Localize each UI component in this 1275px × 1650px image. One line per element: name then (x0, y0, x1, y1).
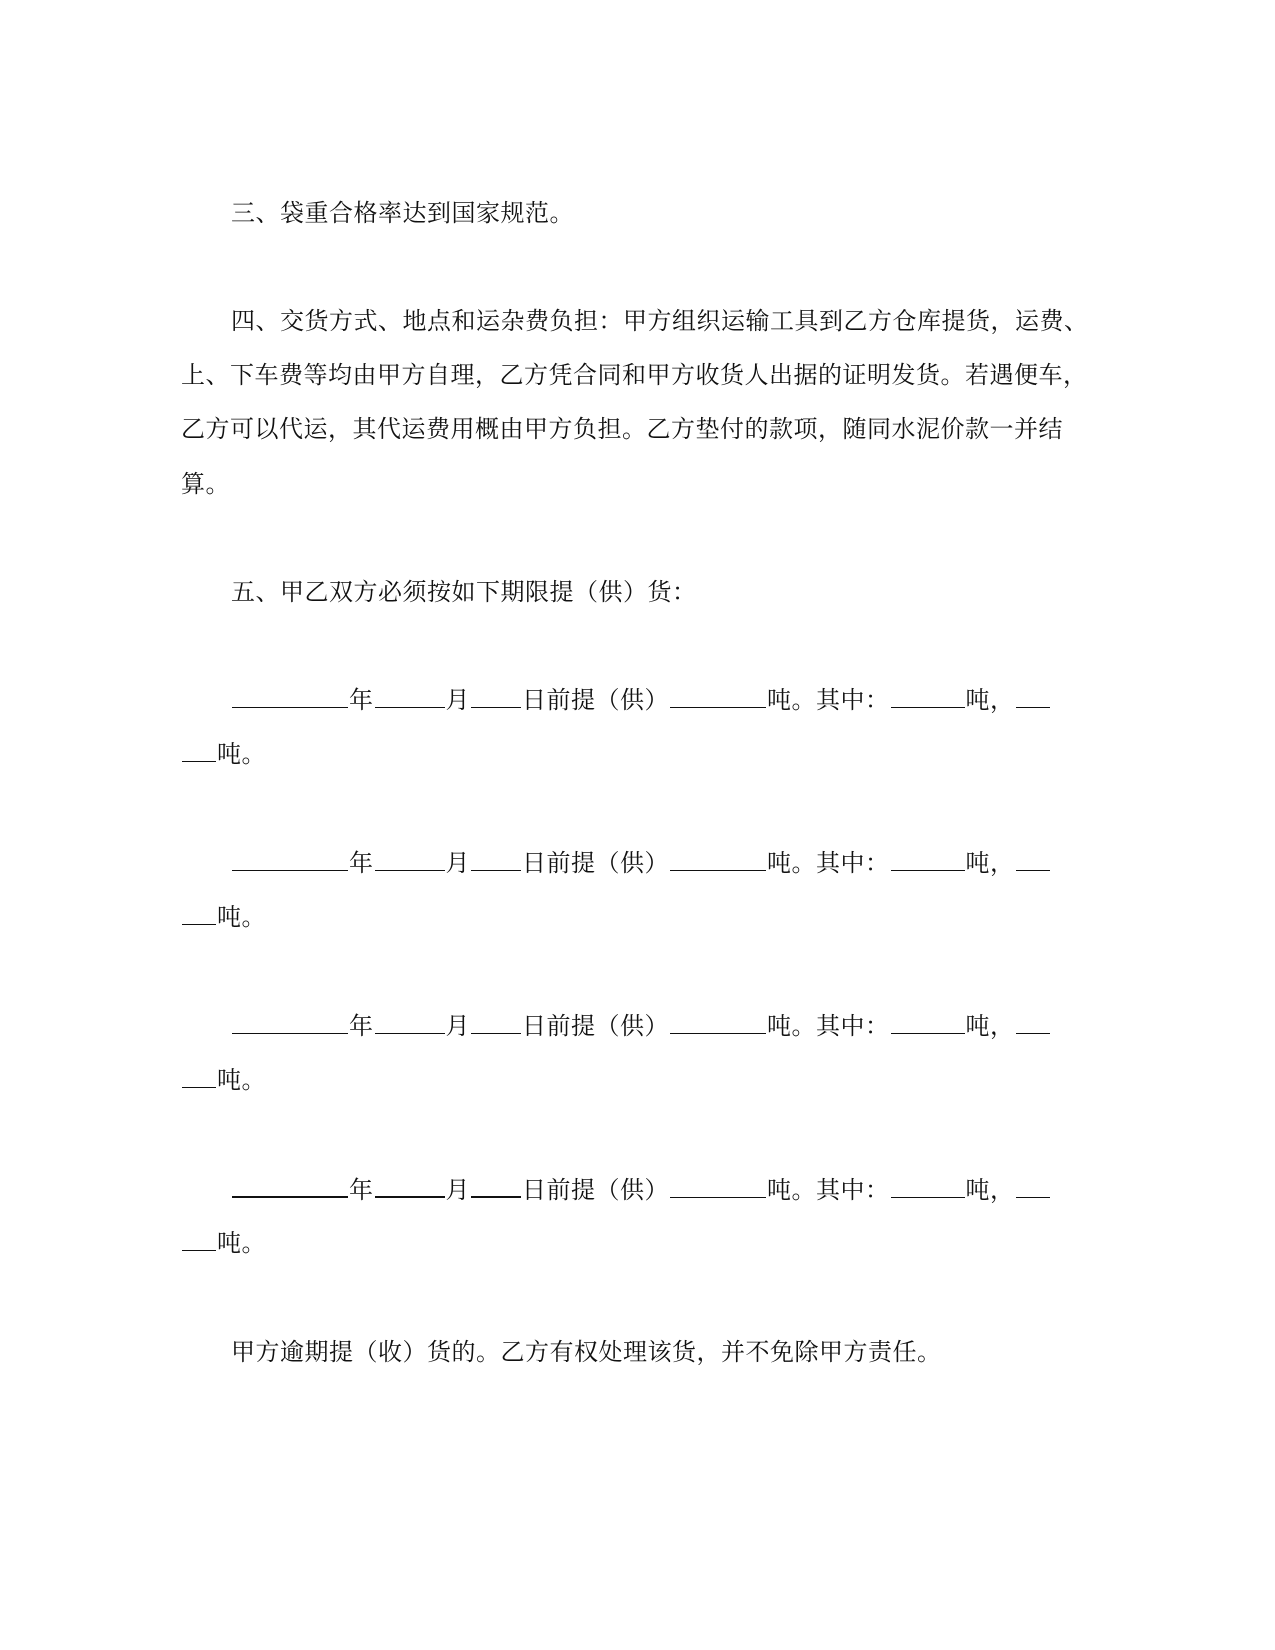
sub-ton-blank[interactable] (891, 685, 965, 708)
ton-comma-label: 吨， (965, 849, 1015, 877)
tail-blank[interactable] (1016, 1011, 1050, 1034)
day-blank[interactable] (471, 848, 521, 871)
ton-blank[interactable] (670, 1011, 766, 1034)
month-blank[interactable] (375, 1174, 445, 1198)
ton-among-label: 吨。其中： (767, 1012, 890, 1040)
day-label: 日前提（供） (522, 1176, 669, 1204)
ton-end-label: 吨。 (217, 903, 266, 931)
year-blank[interactable] (232, 1174, 348, 1198)
day-label: 日前提（供） (522, 1012, 669, 1040)
ton-comma-label: 吨， (965, 686, 1015, 714)
month-label: 月 (445, 849, 470, 877)
tail-blank-continued[interactable] (182, 1065, 216, 1088)
day-blank[interactable] (471, 685, 521, 708)
ton-among-label: 吨。其中： (767, 686, 890, 714)
day-blank[interactable] (471, 1011, 521, 1034)
schedule-row-continuation (181, 1065, 266, 1095)
ton-blank[interactable] (670, 848, 766, 871)
month-label: 月 (445, 1012, 470, 1040)
clause-4-line-2: 上、下车费等均由甲方自理，乙方凭合同和甲方收货人出据的证明发货。若遇便车， (181, 361, 1088, 389)
schedule-row-continuation (181, 1228, 266, 1258)
schedule-row (231, 1174, 1051, 1205)
ton-among-label: 吨。其中： (767, 849, 890, 877)
ton-comma-label: 吨， (965, 1012, 1015, 1040)
schedule-row (231, 1011, 1051, 1041)
tail-blank[interactable] (1016, 685, 1050, 708)
ton-blank[interactable] (670, 685, 766, 708)
month-label: 月 (445, 1176, 470, 1204)
ton-blank[interactable] (670, 1175, 766, 1198)
year-label: 年 (349, 1012, 374, 1040)
tail-blank[interactable] (1016, 848, 1050, 871)
clause-4-line-1: 四、交货方式、地点和运杂费负担：甲方组织运输工具到乙方仓库提货，运费、 (231, 307, 1089, 335)
year-label: 年 (349, 1176, 374, 1204)
sub-ton-blank[interactable] (891, 1175, 965, 1198)
clause-4-line-3: 乙方可以代运，其代运费用概由甲方负担。乙方垫付的款项，随同水泥价款一并结 (181, 415, 1063, 443)
year-label: 年 (349, 849, 374, 877)
closing-paragraph: 甲方逾期提（收）货的。乙方有权处理该货，并不免除甲方责任。 (231, 1338, 942, 1366)
ton-comma-label: 吨， (965, 1176, 1015, 1204)
year-blank[interactable] (232, 685, 348, 708)
schedule-row-continuation (181, 739, 266, 769)
month-label: 月 (445, 686, 470, 714)
tail-blank-continued[interactable] (182, 902, 216, 925)
tail-blank[interactable] (1016, 1175, 1050, 1198)
clause-5: 五、甲乙双方必须按如下期限提（供）货： (231, 578, 697, 606)
schedule-row (231, 848, 1051, 878)
year-blank[interactable] (232, 848, 348, 871)
ton-among-label: 吨。其中： (767, 1176, 890, 1204)
day-label: 日前提（供） (522, 686, 669, 714)
month-blank[interactable] (375, 685, 445, 708)
tail-blank-continued[interactable] (182, 739, 216, 762)
clause-3: 三、袋重合格率达到国家规范。 (231, 199, 574, 227)
schedule-row (231, 685, 1051, 715)
ton-end-label: 吨。 (217, 1229, 266, 1257)
month-blank[interactable] (375, 1011, 445, 1034)
ton-end-label: 吨。 (217, 1066, 266, 1094)
tail-blank-continued[interactable] (182, 1228, 216, 1251)
year-label: 年 (349, 686, 374, 714)
day-label: 日前提（供） (522, 849, 669, 877)
day-blank[interactable] (471, 1174, 521, 1198)
schedule-row-continuation (181, 902, 266, 932)
sub-ton-blank[interactable] (891, 848, 965, 871)
ton-end-label: 吨。 (217, 740, 266, 768)
month-blank[interactable] (375, 848, 445, 871)
sub-ton-blank[interactable] (891, 1011, 965, 1034)
year-blank[interactable] (232, 1011, 348, 1034)
clause-4-line-4: 算。 (181, 470, 230, 498)
